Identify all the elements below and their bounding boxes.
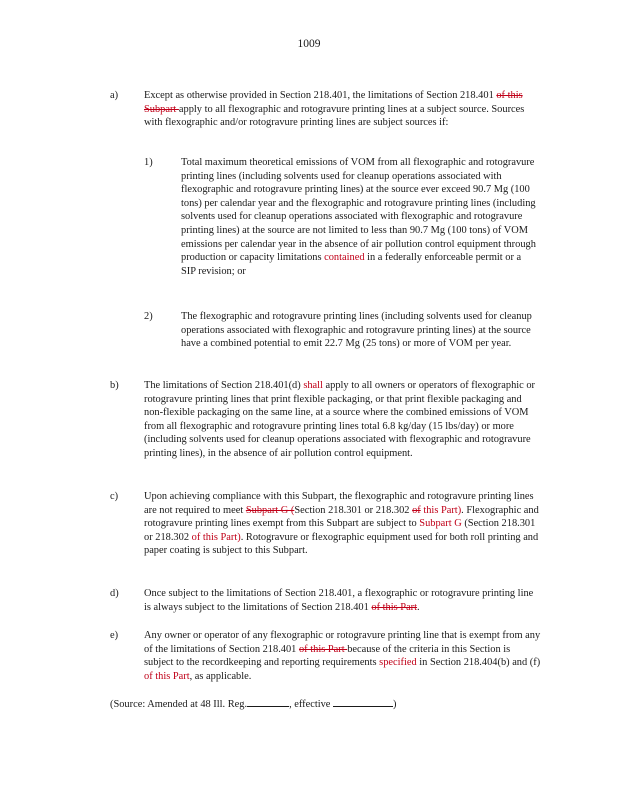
item-c-deletion-1: Subpart G (	[245, 504, 295, 516]
item-b-label: b)	[110, 380, 119, 391]
item-a-label: a)	[110, 90, 119, 101]
item-c-text-3: . Flexographic and rotogravure printing lines exempt from this Subpart are subject to	[144, 504, 539, 530]
item-e-text-2: because of the criteria in this Section is subject to the recordkeeping and reporting requirements	[144, 643, 511, 669]
item-e-text-3: in Section 218.404(b) and (f)	[416, 657, 541, 669]
page-number: 1009	[297, 38, 321, 50]
item-c-text-2: Section 218.301 or 218.302	[294, 504, 413, 516]
item-a1-text-2: in a federally enforceable permit or a SIP revision; or	[181, 252, 522, 277]
source-note-text-3: )	[393, 699, 397, 710]
item-d-label: d)	[110, 588, 119, 599]
item-b-text-2: apply to all owners or operators of flexographic or rotogravure printing lines that print flexible packaging, or that print flexible packaging and non-flexible packaging on the same line, at a source where the combined emissions of VOM from all flexographic and rotogravure printing lines total 6.8 kg/day (15 lbs/day) or more (including solvents used for cleanup operations associated with flexographic and rotogravure printing lines), in the absence of air pollution control equipment.	[144, 380, 536, 459]
item-a-text-1: Except as otherwise provided in Section 218.401, the limitations of Section 218.401	[144, 90, 497, 101]
item-d-deletion: of this Part	[371, 601, 418, 613]
item-c-insertion-2: Subpart G	[419, 518, 462, 530]
item-a1-label: 1)	[144, 157, 153, 168]
item-b-text-1: The limitations of Section 218.401(d)	[144, 380, 304, 391]
item-a2-label: 2)	[144, 311, 153, 322]
item-c-insertion-1: this Part)	[420, 504, 462, 516]
item-e-insertion-1: specified	[379, 657, 417, 669]
item-a-deletion: of this Subpart	[144, 90, 523, 115]
item-a2-text	[181, 310, 543, 351]
item-c-text	[144, 490, 539, 558]
item-b-insertion: shall	[303, 380, 323, 391]
item-a-text	[144, 89, 540, 130]
item-a1-insertion: contained	[324, 252, 365, 264]
item-c-text-5: . Rotogravure or flexographic equipment used for both roll printing and paper coating is subject to this Subpart.	[144, 531, 539, 557]
item-c-insertion-3: of this Part)	[191, 531, 241, 543]
item-e-label: e)	[110, 630, 119, 641]
source-note-text-2: , effective	[289, 699, 334, 710]
item-a2-text-1: The flexographic and rotogravure printing lines (including solvents used for cleanup operations associated with flexographic and rotogravure printing lines) at the source have a combined potential to emit 22.7 Mg (25 tons) or more of VOM per year.	[181, 311, 532, 350]
item-a-text-2: apply to all flexographic and rotogravure printing lines at a subject source. Sources with flexographic and/or rotogravure printing lines are subject sources if:	[144, 103, 525, 129]
item-e-text-1: Any owner or operator of any flexographic or rotogravure printing line that is exempt from any of the limitations of Section 218.401	[144, 630, 541, 655]
item-e-text-4: , as applicable.	[189, 670, 252, 682]
item-d-text-2: .	[417, 601, 420, 613]
item-e-deletion: of this Part	[298, 643, 348, 655]
effective-date-blank-line	[333, 697, 393, 707]
item-d-text	[144, 587, 539, 614]
item-e-insertion-2: of this Part	[144, 670, 190, 682]
register-blank-line	[247, 697, 289, 707]
item-d-text-1: Once subject to the limitations of Section 218.401, a flexographic or rotogravure printing line is always subject to the limitations of Section 218.401	[144, 588, 534, 613]
item-c-text-4: (Section 218.301 or 218.302	[144, 518, 536, 543]
item-a1-text-1: Total maximum theoretical emissions of VOM from all flexographic and rotogravure printing lines (including solvents used for cleanup operations associated with flexographic and rotogravure printing lines) at the source ever exceed 90.7 Mg (100 tons) per calendar year and the flexographic and rotogravure printing lines (including solvents used for cleanup operations associated with flexographic and rotogravure printing lines) at the source are not limited to less than 90.7 Mg (100 tons) of VOM emissions per calendar year in the absence of air pollution control equipment through production or capacity limitations	[181, 157, 536, 264]
item-c-text-1: Upon achieving compliance with this Subpart, the flexographic and rotogravure printing lines are not required to meet	[144, 491, 534, 516]
source-note-text-1: (Source: Amended at 48 Ill. Reg.	[110, 699, 248, 710]
item-c-deletion-2: of	[412, 504, 421, 516]
item-a1-text	[181, 156, 537, 278]
item-e-text	[144, 629, 542, 683]
item-b-text	[144, 379, 541, 461]
source-note	[110, 697, 397, 712]
item-c-label: c)	[110, 491, 119, 502]
